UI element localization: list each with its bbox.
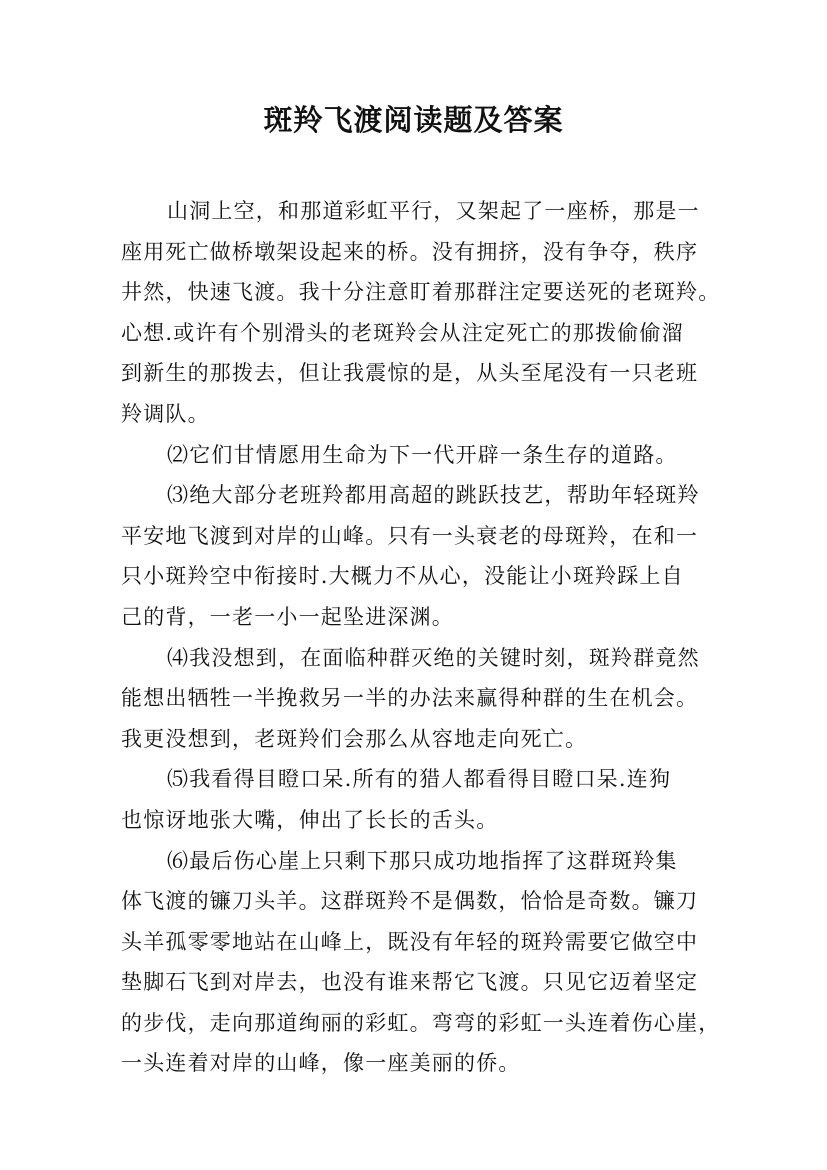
text-line: 平安地飞渡到对岸的山峰。只有一头衰老的母斑羚，在和一: [121, 523, 699, 548]
text-line: 的步伐，走向那道绚丽的彩虹。弯弯的彩虹一头连着伤心崖，: [121, 1010, 721, 1035]
text-line: 头羊孤零零地站在山峰上，既没有年轻的斑羚需要它做空中: [121, 929, 699, 954]
text-line: 座用死亡做桥墩架设起来的桥。没有拥挤，没有争夺，秩序: [121, 239, 699, 264]
text-line: 我更没想到，老斑羚们会那么从容地走向死亡。: [121, 726, 588, 751]
text-line: 也惊讶地张大嘴，伸出了长长的舌头。: [121, 807, 499, 832]
document-title: 斑羚飞渡阅读题及答案: [263, 103, 564, 137]
text-line: 羚调队。: [121, 401, 210, 426]
text-line: ⑸我看得目瞪口呆.所有的猎人都看得目瞪口呆.连狗: [167, 767, 672, 792]
text-line: ⑹最后伤心崖上只剩下那只成功地指挥了这群斑羚集: [167, 848, 678, 873]
text-line: 垫脚石飞到对岸去，也没有谁来帮它飞渡。只见它迈着坚定: [121, 970, 699, 995]
document-body: [121, 191, 721, 1084]
text-line: ⑶绝大部分老班羚都用高超的跳跃技艺，帮助年轻斑羚: [167, 483, 700, 508]
text-line: 己的背，一老一小一起坠进深渊。: [121, 604, 454, 629]
text-line: 只小斑羚空中衔接时.大概力不从心，没能让小斑羚踩上自: [121, 564, 684, 589]
text-line: 到新生的那拨去，但让我震惊的是，从头至尾没有一只老班: [121, 361, 699, 386]
text-line: 井然，快速飞渡。我十分注意盯着那群注定要送死的老斑羚。: [121, 280, 721, 305]
text-line: ⑵它们甘情愿用生命为下一代开辟一条生存的道路。: [167, 442, 678, 467]
text-line: 能想出牺牲一半挽救另一半的办法来赢得种群的生在机会。: [121, 686, 699, 711]
text-line: 一头连着对岸的山峰，像一座美丽的侨。: [121, 1051, 521, 1076]
text-line: 山洞上空，和那道彩虹平行，又架起了一座桥，那是一: [167, 199, 700, 223]
text-line: 体飞渡的镰刀头羊。这群斑羚不是偶数，恰恰是奇数。镰刀: [121, 889, 699, 914]
text-line: 心想.或许有个别滑头的老斑羚会从注定死亡的那拨偷偷溜: [121, 320, 684, 345]
text-line: ⑷我没想到，在面临种群灭绝的关键时刻，斑羚群竟然: [167, 645, 700, 670]
